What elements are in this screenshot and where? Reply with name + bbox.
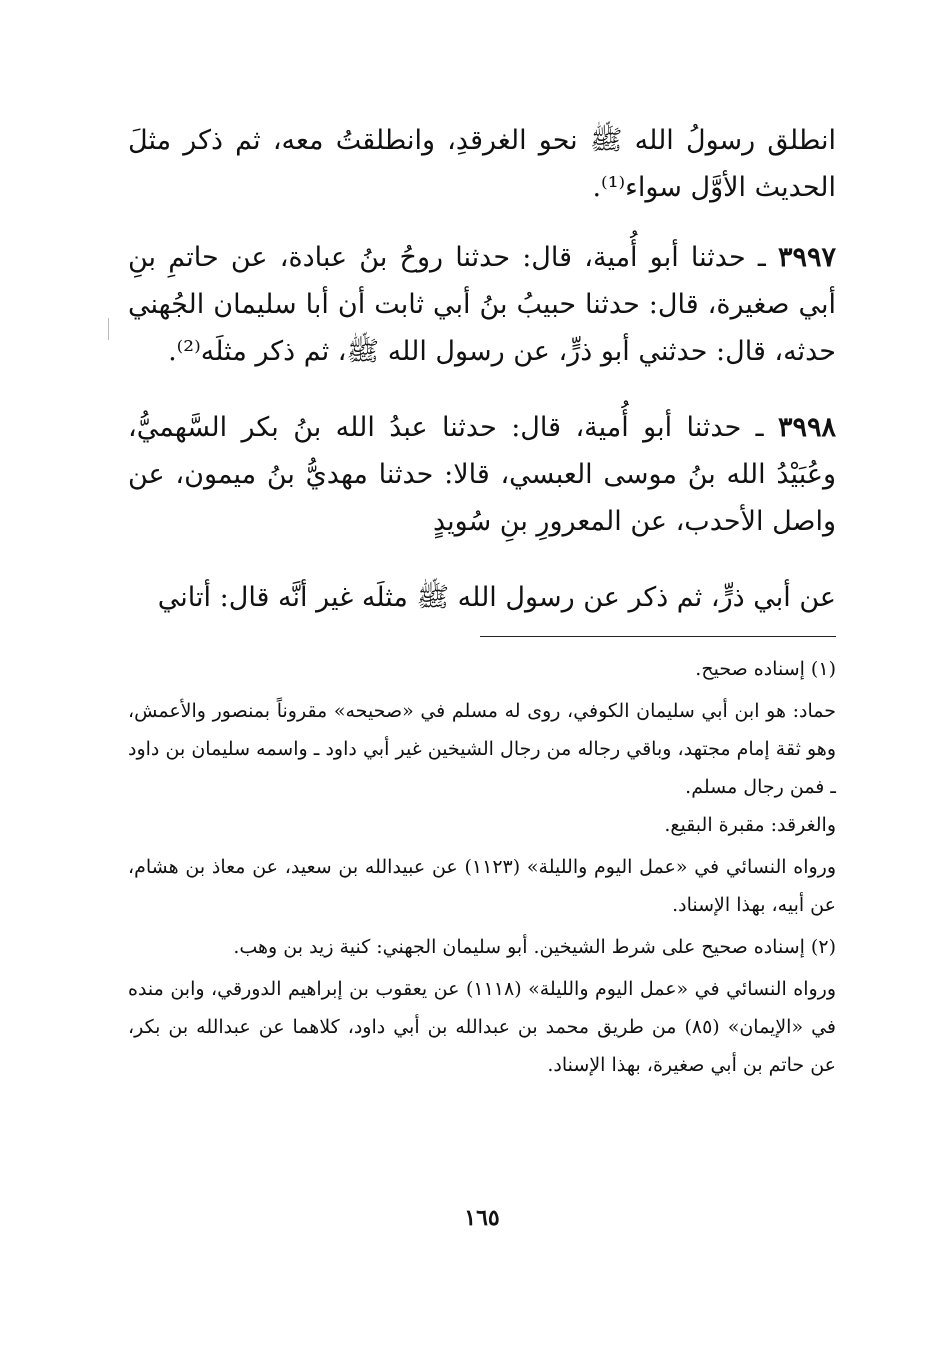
paragraph-continuation	[128, 117, 836, 211]
footnotes	[128, 650, 836, 1084]
page-number: ١٦٥	[464, 1205, 500, 1231]
hadith-3998-continued	[128, 574, 836, 621]
footnote-text: ورواه النسائي في «عمل اليوم والليلة» (١١١٨) عن يعقوب بن إبراهيم الدورقي، وابن منده في «الإيمان» (٨٥) من طريق محمد بن عبدالله بن أبي داود، كلاهما عن عبدالله بن بكر، عن حاتم بن أبي صغيرة، بهذا الإسناد.	[128, 978, 837, 1076]
hadith-text: ـ حدثنا أبو أُمية، قال: حدثنا عبدُ الله بنُ بكر السَّهميُّ، وعُبَيْدُ الله بنُ موسى العبسي، قالا: حدثنا مهديُّ بنُ ميمون، عن واصل الأحدب، عن المعرورِ بنِ سُويدٍ	[128, 412, 836, 537]
footnote-divider	[480, 636, 836, 637]
footnote-2: (٢) إسناده صحيح على شرط الشيخين. أبو سليمان الجهني: كنية زيد بن وهب.	[233, 936, 836, 958]
hadith-3997	[128, 234, 836, 375]
book-page	[128, 0, 836, 1361]
hadith-number: ٣٩٩٧	[777, 242, 836, 273]
footnote-text: حماد: هو ابن أبي سليمان الكوفي، روى له مسلم في «صحيحه» مقروناً بمنصور والأعمش، وهو ثقة إمام مجتهد، وباقي رجاله من رجال الشيخين غير أبي داود ـ واسمه سليمان بن داود ـ فمن رجال مسلم.	[128, 700, 836, 798]
hadith-text: ـ حدثنا أبو أُمية، قال: حدثنا روحُ بنُ عبادة، عن حاتمِ بنِ أبي صغيرة، قال: حدثنا حبيبُ بنُ أبي ثابت أن أبا سليمان الجُهني حدثه، قال: حدثني أبو ذرٍّ، عن رسول الله ﷺ، ثم ذكر مثلَه⁽²⁾.	[128, 242, 836, 367]
hadith-3998	[128, 404, 836, 545]
footnote-text: والغرقد: مقبرة البقيع.	[664, 814, 836, 836]
footnote-1: (١) إسناده صحيح.	[695, 658, 836, 680]
footnote-text: ورواه النسائي في «عمل اليوم والليلة» (١١٢٣) عن عبيدالله بن سعيد، عن معاذ بن هشام، عن أبيه، بهذا الإسناد.	[128, 856, 837, 916]
margin-mark	[108, 318, 109, 340]
paragraph-text: انطلق رسولُ الله ﷺ نحو الغرقدِ، وانطلقتُ معه، ثم ذكر مثلَ الحديث الأوَّل سواء⁽¹⁾.	[128, 125, 836, 203]
hadith-text: عن أبي ذرٍّ، ثم ذكر عن رسول الله ﷺ مثلَه غير أنَّه قال: أتاني	[157, 582, 836, 613]
hadith-number: ٣٩٩٨	[777, 412, 836, 443]
